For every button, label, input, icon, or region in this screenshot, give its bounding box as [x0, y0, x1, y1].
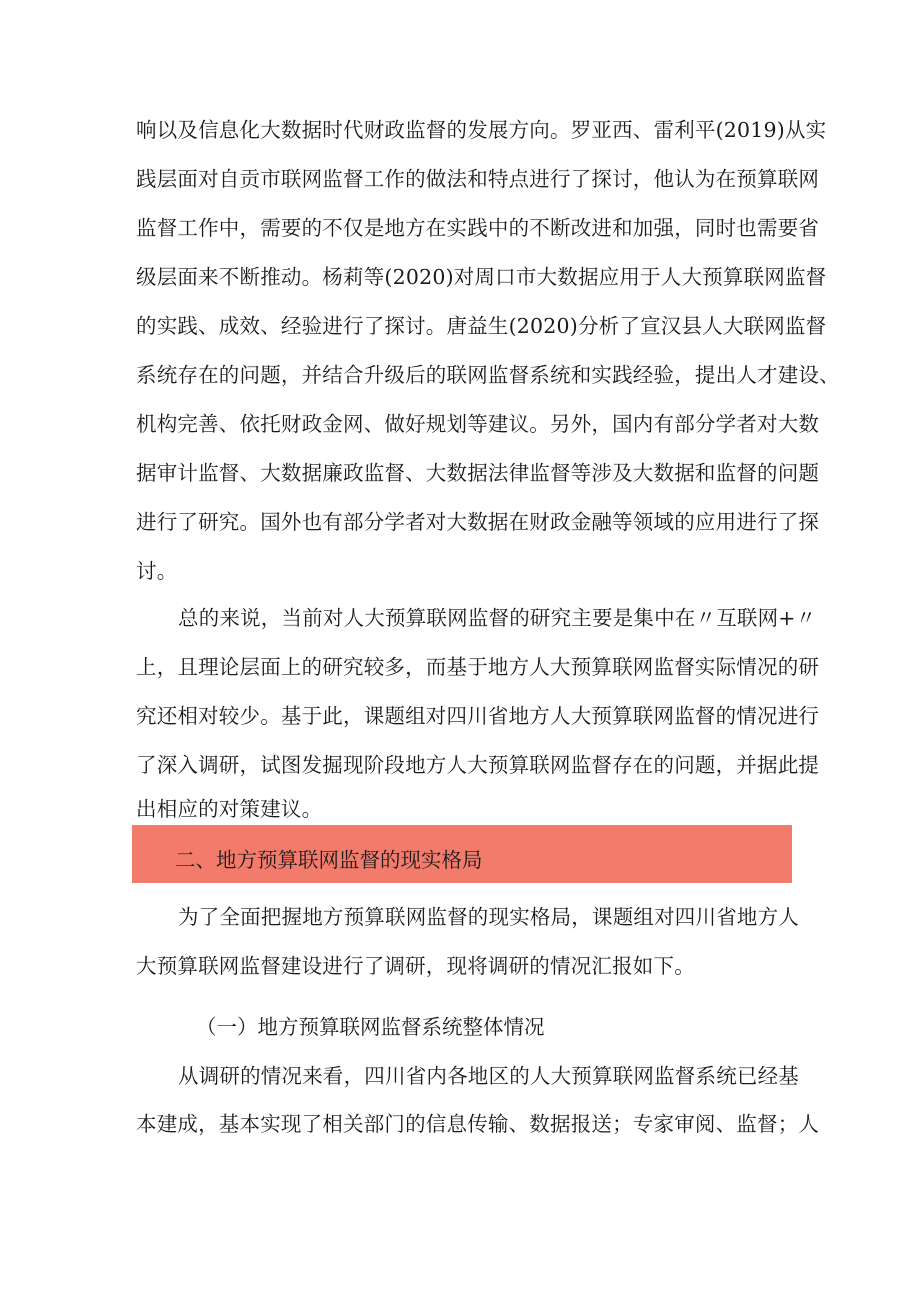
paragraph-line: 系统存在的问题，并结合升级后的联网监督系统和实践经验，提出人才建设、 [136, 363, 840, 387]
paragraph-line: 响以及信息化大数据时代财政监督的发展方向。罗亚西、雷利平(2019)从实 [136, 118, 827, 142]
paragraph-line: 从调研的情况来看，四川省内各地区的人大预算联网监督系统已经基 [178, 1064, 799, 1088]
paragraph-line: 级层面来不断推动。杨莉等(2020)对周口市大数据应用于人大预算联网监督 [136, 265, 827, 289]
paragraph-line: 出相应的对策建议。 [136, 797, 323, 821]
paragraph-line: 究还相对较少。基于此，课题组对四川省地方人大预算联网监督的情况进行 [136, 704, 820, 728]
paragraph-line: 了深入调研，试图发掘现阶段地方人大预算联网监督存在的问题，并据此提 [136, 753, 820, 777]
paragraph-line: 监督工作中，需要的不仅是地方在实践中的不断改进和加强，同时也需要省 [136, 216, 820, 240]
paragraph-line: 的实践、成效、经验进行了探讨。唐益生(2020)分析了宣汉县人大联网监督 [136, 314, 827, 338]
paragraph-line: 总的来说，当前对人大预算联网监督的研究主要是集中在〃互联网+〃 [178, 606, 817, 630]
paragraph-line: 本建成，基本实现了相关部门的信息传输、数据报送；专家审阅、监督；人 [136, 1112, 820, 1136]
paragraph-line: 进行了研究。国外也有部分学者对大数据在财政金融等领域的应用进行了探 [136, 510, 820, 534]
paragraph-line: 机构完善、依托财政金网、做好规划等建议。另外，国内有部分学者对大数 [136, 412, 820, 436]
paragraph-line: 讨。 [136, 559, 178, 583]
paragraph-line: 上，且理论层面上的研究较多，而基于地方人大预算联网监督实际情况的研 [136, 655, 820, 679]
paragraph-line: 据审计监督、大数据廉政监督、大数据法律监督等涉及大数据和监督的问题 [136, 461, 820, 485]
paragraph-line: 大预算联网监督建设进行了调研，现将调研的情况汇报如下。 [136, 954, 695, 978]
section-heading: 二、地方预算联网监督的现实格局 [175, 848, 483, 872]
paragraph-line: 为了全面把握地方预算联网监督的现实格局，课题组对四川省地方人 [178, 905, 799, 929]
subsection-heading: （一）地方预算联网监督系统整体情况 [196, 1015, 545, 1039]
paragraph-line: 践层面对自贡市联网监督工作的做法和特点进行了探讨，他认为在预算联网 [136, 167, 820, 191]
